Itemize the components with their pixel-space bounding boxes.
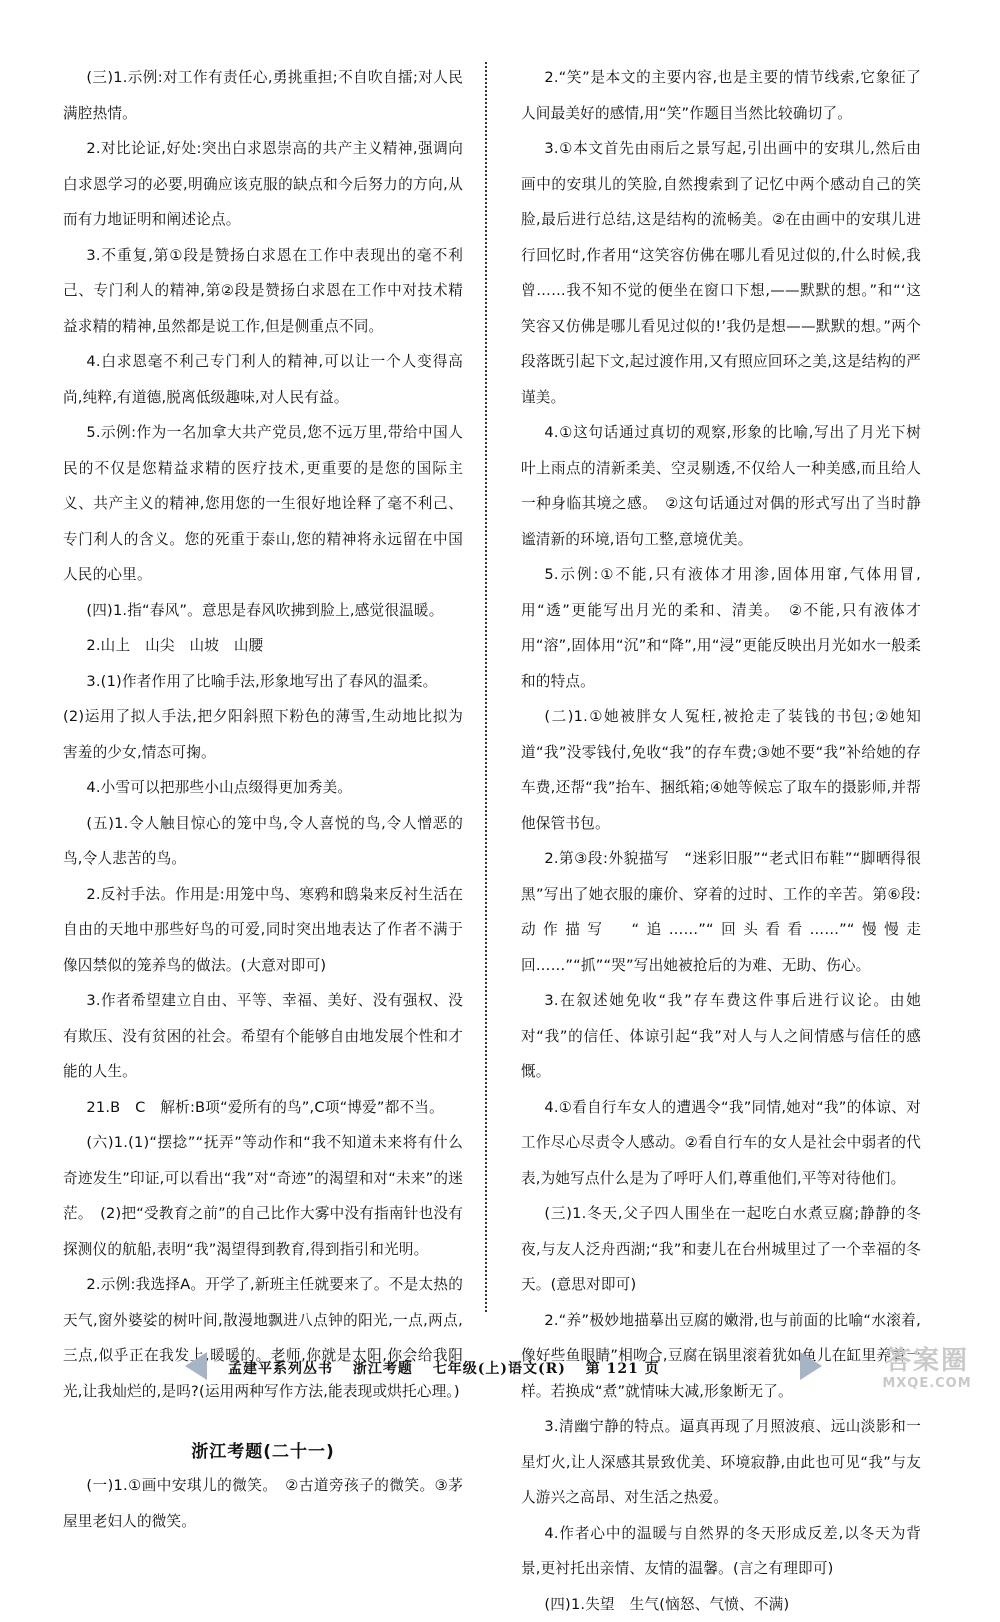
column-divider bbox=[485, 62, 487, 1312]
answer-paragraph: 5.示例:①不能,只有液体才用渗,固体用窜,气体用冒,用“透”更能写出月光的柔和、清美。 ②不能,只有液体才用“溶”,固体用“沉”和“降”,用“浸”更能反映出月光如水一般柔和的特点。 bbox=[521, 557, 921, 699]
page-number: 第 121 页 bbox=[586, 1361, 660, 1377]
answer-paragraph: (三)1.示例:对工作有责任心,勇挑重担;不自吹自擂;对人民满腔热情。 bbox=[63, 60, 463, 131]
answer-paragraph: 2.山上 山尖 山坡 山腰 bbox=[63, 628, 463, 664]
answer-paragraph: (三)1.冬天,父子四人围坐在一起吃白水煮豆腐;静静的冬夜,与友人泛舟西湖;“我”和妻儿在台州城里过了一个幸福的冬天。(意思对即可) bbox=[521, 1196, 921, 1303]
answer-paragraph: 2.第③段:外貌描写 “迷彩旧服”“老式旧布鞋”“脚晒得很黑”写出了她衣服的廉价、穿着的过时、工作的辛苦。第⑥段:动作描写 “追……”“回头看看……”“慢慢走回……”“抓”“哭”写出她被抢后的为难、无助、伤心。 bbox=[521, 841, 921, 983]
footer-book: 浙江考题 bbox=[353, 1361, 413, 1377]
footer-text bbox=[228, 1358, 674, 1378]
left-column bbox=[63, 60, 463, 1539]
answer-paragraph: 4.①这句话通过真切的观察,形象的比喻,写出了月光下树叶上雨点的清新柔美、空灵剔透,不仅给人一种美感,而且给人一种身临其境之感。 ②这句话通过对偶的形式写出了当时静谧清新的环境,语句工整,意境优美。 bbox=[521, 415, 921, 557]
answer-paragraph: 3.在叙述她免收“我”存车费这件事后进行议论。由她对“我”的信任、体谅引起“我”对人与人之间情感与信任的感慨。 bbox=[521, 983, 921, 1090]
next-arrow-icon bbox=[800, 1352, 822, 1380]
answer-paragraph: (四)1.失望 生气(恼怒、气愤、不满) bbox=[521, 1587, 921, 1622]
section-title: 浙江考题(二十一) bbox=[63, 1437, 463, 1462]
answer-paragraph: 2.“笑”是本文的主要内容,也是主要的情节线索,它象征了人间最美好的感情,用“笑”作题目当然比较确切了。 bbox=[521, 60, 921, 131]
footer-series: 孟建平系列丛书 bbox=[228, 1361, 333, 1377]
answer-paragraph: (四)1.指“春风”。意思是春风吹拂到脸上,感觉很温暖。 bbox=[63, 593, 463, 629]
answer-paragraph: 2.反衬手法。作用是:用笼中鸟、寒鸦和鸱枭来反衬生活在自由的天地中那些好鸟的可爱,同时突出地表达了作者不满于像囚禁似的笼养鸟的做法。(大意对即可) bbox=[63, 877, 463, 984]
page-footer bbox=[0, 1352, 1000, 1392]
answer-paragraph: 4.白求恩毫不利己专门利人的精神,可以让一个人变得高尚,纯粹,有道德,脱离低级趣味,对人民有益。 bbox=[63, 344, 463, 415]
answer-paragraph: 5.示例:作为一名加拿大共产党员,您不远万里,带给中国人民的不仅是您精益求精的医疗技术,更重要的是您的国际主义、共产主义的精神,您用您的一生很好地诠释了毫不利己、专门利人的含义。您的死重于泰山,您的精神将永远留在中国人民的心里。 bbox=[63, 415, 463, 593]
answer-paragraph: (五)1.令人触目惊心的笼中鸟,令人喜悦的鸟,令人憎恶的鸟,令人悲苦的鸟。 bbox=[63, 806, 463, 877]
answer-paragraph: 3.清幽宁静的特点。逼真再现了月照波痕、远山淡影和一星灯火,让人深感其景致优美、环境寂静,由此也可见“我”与友人游兴之高昂、对生活之热爱。 bbox=[521, 1409, 921, 1516]
answer-paragraph: (一)1.①画中安琪儿的微笑。 ②古道旁孩子的微笑。③茅屋里老妇人的微笑。 bbox=[63, 1468, 463, 1539]
left-paragraphs bbox=[63, 60, 463, 1409]
answer-paragraph: (二)1.①她被胖女人冤枉,被抢走了装钱的书包;②她知道“我”没零钱付,免收“我”的存车费;③她不要“我”补给她的存车费,还帮“我”抬车、捆纸箱;④她等候忘了取车的摄影师,并帮他保管书包。 bbox=[521, 699, 921, 841]
answer-paragraph: (六)1.(1)“摆捻”“抚弄”等动作和“我不知道未来将有什么奇迹发生”印证,可以看出“我”对“奇迹”的渴望和对“未来”的迷茫。 (2)把“受教育之前”的自己比作大雾中没有指南针也没有探测仪的航船,表明“我”渴望得到教育,得到指引和光明。 bbox=[63, 1125, 463, 1267]
answer-paragraph: 21.B C 解析:B项“爱所有的鸟”,C项“博爱”都不当。 bbox=[63, 1090, 463, 1126]
previous-arrow-icon bbox=[185, 1352, 207, 1380]
answer-paragraph: (2)运用了拟人手法,把夕阳斜照下粉色的薄雪,生动地比拟为害羞的少女,情态可掬。 bbox=[63, 699, 463, 770]
answer-paragraph: 2.示例:我选择A。开学了,新班主任就要来了。不是太热的天气,窗外婆娑的树叶间,散漫地飘进八点钟的阳光,一点,两点,三点,似乎正在我发上,暖暖的。老师,你就是太阳,你会给我阳光,让我灿烂的,是吗?(运用两种写作方法,能表现或烘托心理。) bbox=[63, 1267, 463, 1409]
footer-grade: 七年级(上)语文(R) bbox=[433, 1361, 566, 1377]
watermark-logo bbox=[862, 1346, 992, 1396]
answer-paragraph: 3.不重复,第①段是赞扬白求恩在工作中表现出的毫不利己、专门利人的精神,第②段是赞扬白求恩在工作中对技术精益求精的精神,虽然都是说工作,但是侧重点不同。 bbox=[63, 238, 463, 345]
answer-paragraph: 3.作者希望建立自由、平等、幸福、美好、没有强权、没有欺压、没有贫困的社会。希望有个能够自由地发展个性和才能的人生。 bbox=[63, 983, 463, 1090]
answer-paragraph: 4.①看自行车女人的遭遇令“我”同情,她对“我”的体谅、对工作尽心尽责令人感动。②看自行车的女人是社会中弱者的代表,为她写点什么是为了呼吁人们,尊重他们,平等对待他们。 bbox=[521, 1090, 921, 1197]
watermark-bottom: MXQE.COM bbox=[862, 1376, 992, 1392]
watermark-top: 答案圈 bbox=[862, 1346, 992, 1376]
answer-paragraph: 3.①本文首先由雨后之景写起,引出画中的安琪儿,然后由画中的安琪儿的笑脸,自然搜索到了记忆中两个感动自己的笑脸,最后进行总结,这是结构的流畅美。②在由画中的安琪儿进行回忆时,作者用“这笑容仿佛在哪儿看见过似的,什么时候,我曾……我不知不觉的便坐在窗口下想,——默默的想。”和“‘这笑容又仿佛是哪儿看见过似的!’我仍是想——默默的想。”两个段落既引起下文,起过渡作用,又有照应回环之美,这是结构的严谨美。 bbox=[521, 131, 921, 415]
answer-paragraph: 3.(1)作者作用了比喻手法,形象地写出了春风的温柔。 bbox=[63, 664, 463, 700]
answer-paragraph: 4.小雪可以把那些小山点缀得更加秀美。 bbox=[63, 770, 463, 806]
answer-paragraph: 4.作者心中的温暖与自然界的冬天形成反差,以冬天为背景,更衬托出亲情、友情的温馨。(言之有理即可) bbox=[521, 1516, 921, 1587]
answer-paragraph: 2.对比论证,好处:突出白求恩崇高的共产主义精神,强调向白求恩学习的必要,明确应该克服的缺点和今后努力的方向,从而有力地证明和阐述论点。 bbox=[63, 131, 463, 238]
answer-paragraph: 2.“养”极妙地描摹出豆腐的嫩滑,也与前面的比喻“水滚着,像好些鱼眼睛”相吻合,豆腐在锅里滚着犹如鱼儿在缸里养着一样。若换成“煮”就情味大减,形象断无了。 bbox=[521, 1303, 921, 1410]
